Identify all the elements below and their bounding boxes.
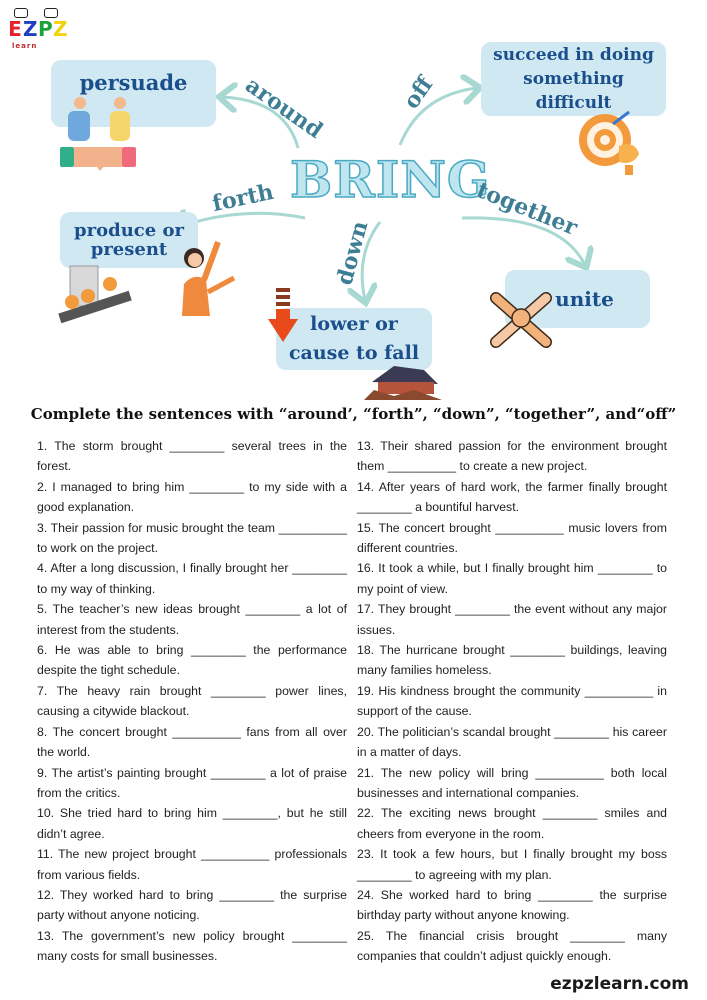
target-trophy-icon	[575, 110, 650, 182]
meaning-line: present	[90, 239, 168, 260]
logo-letter: Z	[23, 17, 38, 41]
questions-column-left	[37, 436, 347, 967]
meaning-box-bring-off	[481, 42, 666, 116]
question-item: 22. The exciting news brought ________ smiles and cheers from everyone in the room.	[357, 806, 667, 841]
question-item: 4. After a long discussion, I finally brought her ________ to my way of thinking.	[37, 561, 347, 596]
question-item: 7. The heavy rain brought ________ power lines, causing a citywide blackout.	[37, 683, 347, 719]
particle-forth: forth	[209, 178, 276, 218]
question-item: 20. The politician’s scandal brought ________ his career in a matter of days.	[357, 724, 667, 760]
question-item: 21. The new policy will bring __________ both local businesses and international companies.	[357, 765, 667, 800]
question-item: 23. It took a few hours, but I finally brought my boss ________ to agreeing with my plan.	[357, 847, 667, 882]
question-item: 6. He was able to bring ________ the performance despite the tight schedule.	[37, 643, 347, 678]
handshake-people-icon	[58, 95, 143, 180]
down-arrow-icon	[268, 286, 298, 346]
question-item: 24. She worked hard to bring ________ the surprise birthday party without anyone knowing.	[357, 887, 667, 923]
question-item: 10. She tried hard to bring him ________, but he still didn’t agree.	[37, 806, 347, 841]
logo-letter: P	[38, 17, 53, 41]
question-item: 13. The government’s new policy brought ________ many costs for small businesses.	[37, 928, 347, 964]
presenting-woman-icon	[178, 236, 243, 318]
question-item: 5. The teacher’s new ideas brought ________ a lot of interest from the students.	[37, 602, 347, 637]
collapsed-house-icon	[364, 360, 444, 400]
particle-together: together	[472, 177, 581, 241]
conveyor-machine-icon	[58, 262, 133, 324]
question-item: 14. After years of hard work, the farmer finally brought ________ a bountiful harvest.	[357, 479, 667, 515]
meaning-line: produce or	[74, 220, 184, 241]
stacked-hands-icon	[490, 288, 552, 350]
logo-letter: Z	[53, 17, 68, 41]
question-item: 3. Their passion for music brought the team __________ to work on the project.	[37, 520, 347, 556]
question-item: 18. The hurricane brought ________ buildings, leaving many families homeless.	[357, 643, 667, 678]
meaning-line: cause to fall	[288, 342, 420, 364]
logo-subtitle: learn	[12, 42, 38, 50]
question-item: 19. His kindness brought the community __________ in support of the cause.	[357, 683, 667, 719]
instruction-heading: Complete the sentences with “around’, “forth”, “down”, “together”, and“off”	[30, 405, 677, 423]
question-item: 12. They worked hard to bring ________ the surprise party without anyone noticing.	[37, 887, 347, 923]
meaning-line: succeed in doing	[493, 45, 654, 65]
meaning-persuade: persuade	[79, 70, 188, 95]
meaning-line: something	[523, 69, 624, 89]
question-item: 15. The concert brought __________ music lovers from different countries.	[357, 520, 667, 556]
question-item: 9. The artist’s painting brought ________ a lot of praise from the critics.	[37, 765, 347, 800]
question-item: 8. The concert brought __________ fans from all over the world.	[37, 724, 347, 760]
question-item: 1. The storm brought ________ several trees in the forest.	[37, 439, 347, 474]
question-item: 25. The financial crisis brought ________ many companies that couldn’t adjust quickly enough.	[357, 928, 667, 964]
question-item: 13. Their shared passion for the environment brought them __________ to create a new project.	[357, 439, 667, 474]
questions-column-right	[357, 436, 667, 967]
center-word-bring: BRING	[290, 150, 491, 209]
question-item: 16. It took a while, but I finally brought him ________ to my point of view.	[357, 561, 667, 596]
meaning-line: difficult	[535, 93, 612, 113]
website-footer: ezpzlearn.com	[550, 974, 689, 994]
particle-down: down	[331, 218, 374, 288]
meaning-line: lower or	[310, 313, 398, 335]
question-item: 2. I managed to bring him ________ to my side with a good explanation.	[37, 479, 347, 515]
particle-off: off	[398, 72, 439, 114]
question-item: 17. They brought ________ the event without any major issues.	[357, 602, 667, 637]
logo-letter: E	[8, 17, 22, 41]
question-item: 11. The new project brought __________ professionals from various fields.	[37, 847, 347, 882]
particle-around: around	[240, 72, 328, 144]
meaning-unite: unite	[555, 287, 614, 311]
